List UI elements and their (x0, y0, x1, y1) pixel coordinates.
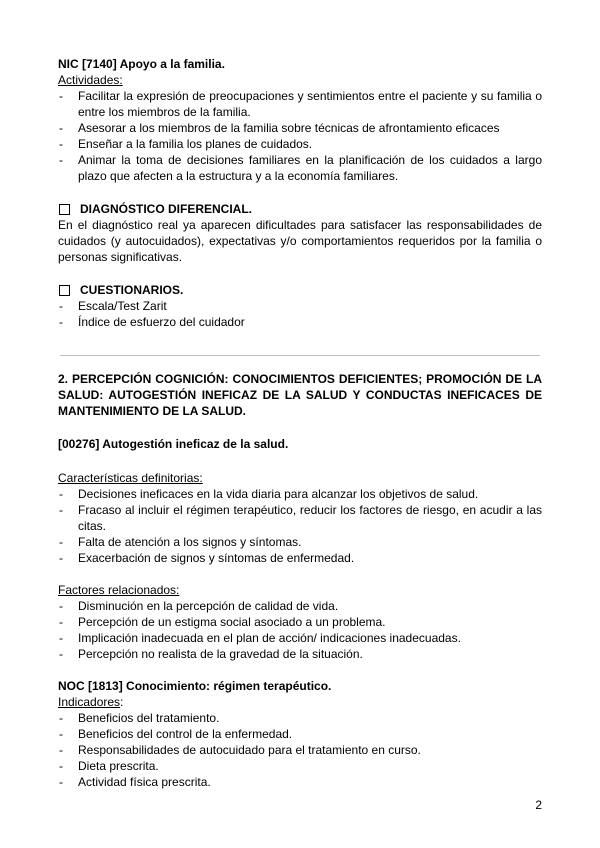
list-item: - Facilitar la expresión de preocupaciones y sentimientos entre el paciente y su familia o entre los miembros de la familia. (59, 89, 542, 119)
list-item: - Fracaso al incluir el régimen terapéutico, reducir los factores de riesgo, en acudir a las citas. (59, 503, 542, 533)
questionnaires-heading (58, 282, 542, 298)
list-item: - Decisiones ineficaces en la vida diaria para alcanzar los objetivos de salud. (59, 487, 479, 501)
characteristics-list (58, 486, 542, 566)
differential-text: En el diagnóstico real ya aparecen dificultades para satisfacer las responsabilidades de cuidados (y autocuidados), expectativas y/o comportamientos requeridos por la familia o personas significativas. (58, 218, 542, 264)
indicators-label: Indicadores (58, 695, 121, 709)
noc-title: NOC [1813] Conocimiento: régimen terapéutico. (58, 679, 332, 693)
list-item: - Beneficios del tratamiento. (59, 711, 220, 725)
characteristics-label: Características definitorias: (58, 471, 203, 485)
horizontal-divider (60, 355, 540, 356)
document-page (58, 56, 542, 790)
list-item: - Asesorar a los miembros de la familia sobre técnicas de afrontamiento eficaces (59, 121, 500, 135)
section2-title: 2. PERCEPCIÓN COGNICIÓN: CONOCIMIENTOS DEFICIENTES; PROMOCIÓN DE LA SALUD: AUTOGESTIÓN INEFICAZ DE LA SALUD Y CONDUCTAS INEFICACES DE MANTENIMIENTO DE LA SALUD. (58, 372, 542, 418)
diagnosis-title: [00276] Autogestión ineficaz de la salud. (58, 437, 289, 451)
list-item: - Beneficios del control de la enfermedad. (59, 727, 293, 741)
factors-list (58, 598, 542, 662)
questionnaires-list (58, 298, 542, 330)
indicators-label-row: Indicadores: (58, 695, 124, 709)
questionnaires-title: CUESTIONARIOS. (80, 283, 184, 297)
list-item: - Implicación inadecuada en el plan de acción/ indicaciones inadecuadas. (59, 631, 461, 645)
list-item: - Actividad física prescrita. (59, 775, 211, 789)
differential-title: DIAGNÓSTICO DIFERENCIAL. (80, 202, 253, 216)
list-item: - Animar la toma de decisiones familiares en la planificación de los cuidados a largo plazo que afecten a la estructura y a la economía familiares. (59, 153, 542, 183)
nic-title: NIC [7140] Apoyo a la familia. (58, 57, 225, 71)
list-item: - Percepción de un estigma social asociado a un problema. (59, 615, 386, 629)
differential-heading (58, 201, 542, 217)
factors-label: Factores relacionados: (58, 583, 180, 597)
list-item: - Percepción no realista de la gravedad de la situación. (59, 647, 363, 661)
list-item: - Responsabilidades de autocuidado para el tratamiento en curso. (59, 743, 421, 757)
checkbox-icon (59, 204, 70, 215)
indicators-list (58, 710, 542, 790)
list-item: - Disminución en la percepción de calidad de vida. (59, 599, 339, 613)
page-number: 2 (535, 798, 542, 812)
list-item: - Enseñar a la familia los planes de cuidados. (59, 137, 313, 151)
activities-label: Actividades: (58, 73, 123, 87)
checkbox-icon (59, 285, 70, 296)
list-item: - Falta de atención a los signos y síntomas. (59, 535, 302, 549)
activities-list (58, 88, 542, 184)
list-item: - Dieta prescrita. (59, 759, 159, 773)
list-item: - Exacerbación de signos y síntomas de enfermedad. (59, 551, 355, 565)
list-item: - Índice de esfuerzo del cuidador (59, 315, 245, 329)
list-item: - Escala/Test Zarit (59, 299, 167, 313)
